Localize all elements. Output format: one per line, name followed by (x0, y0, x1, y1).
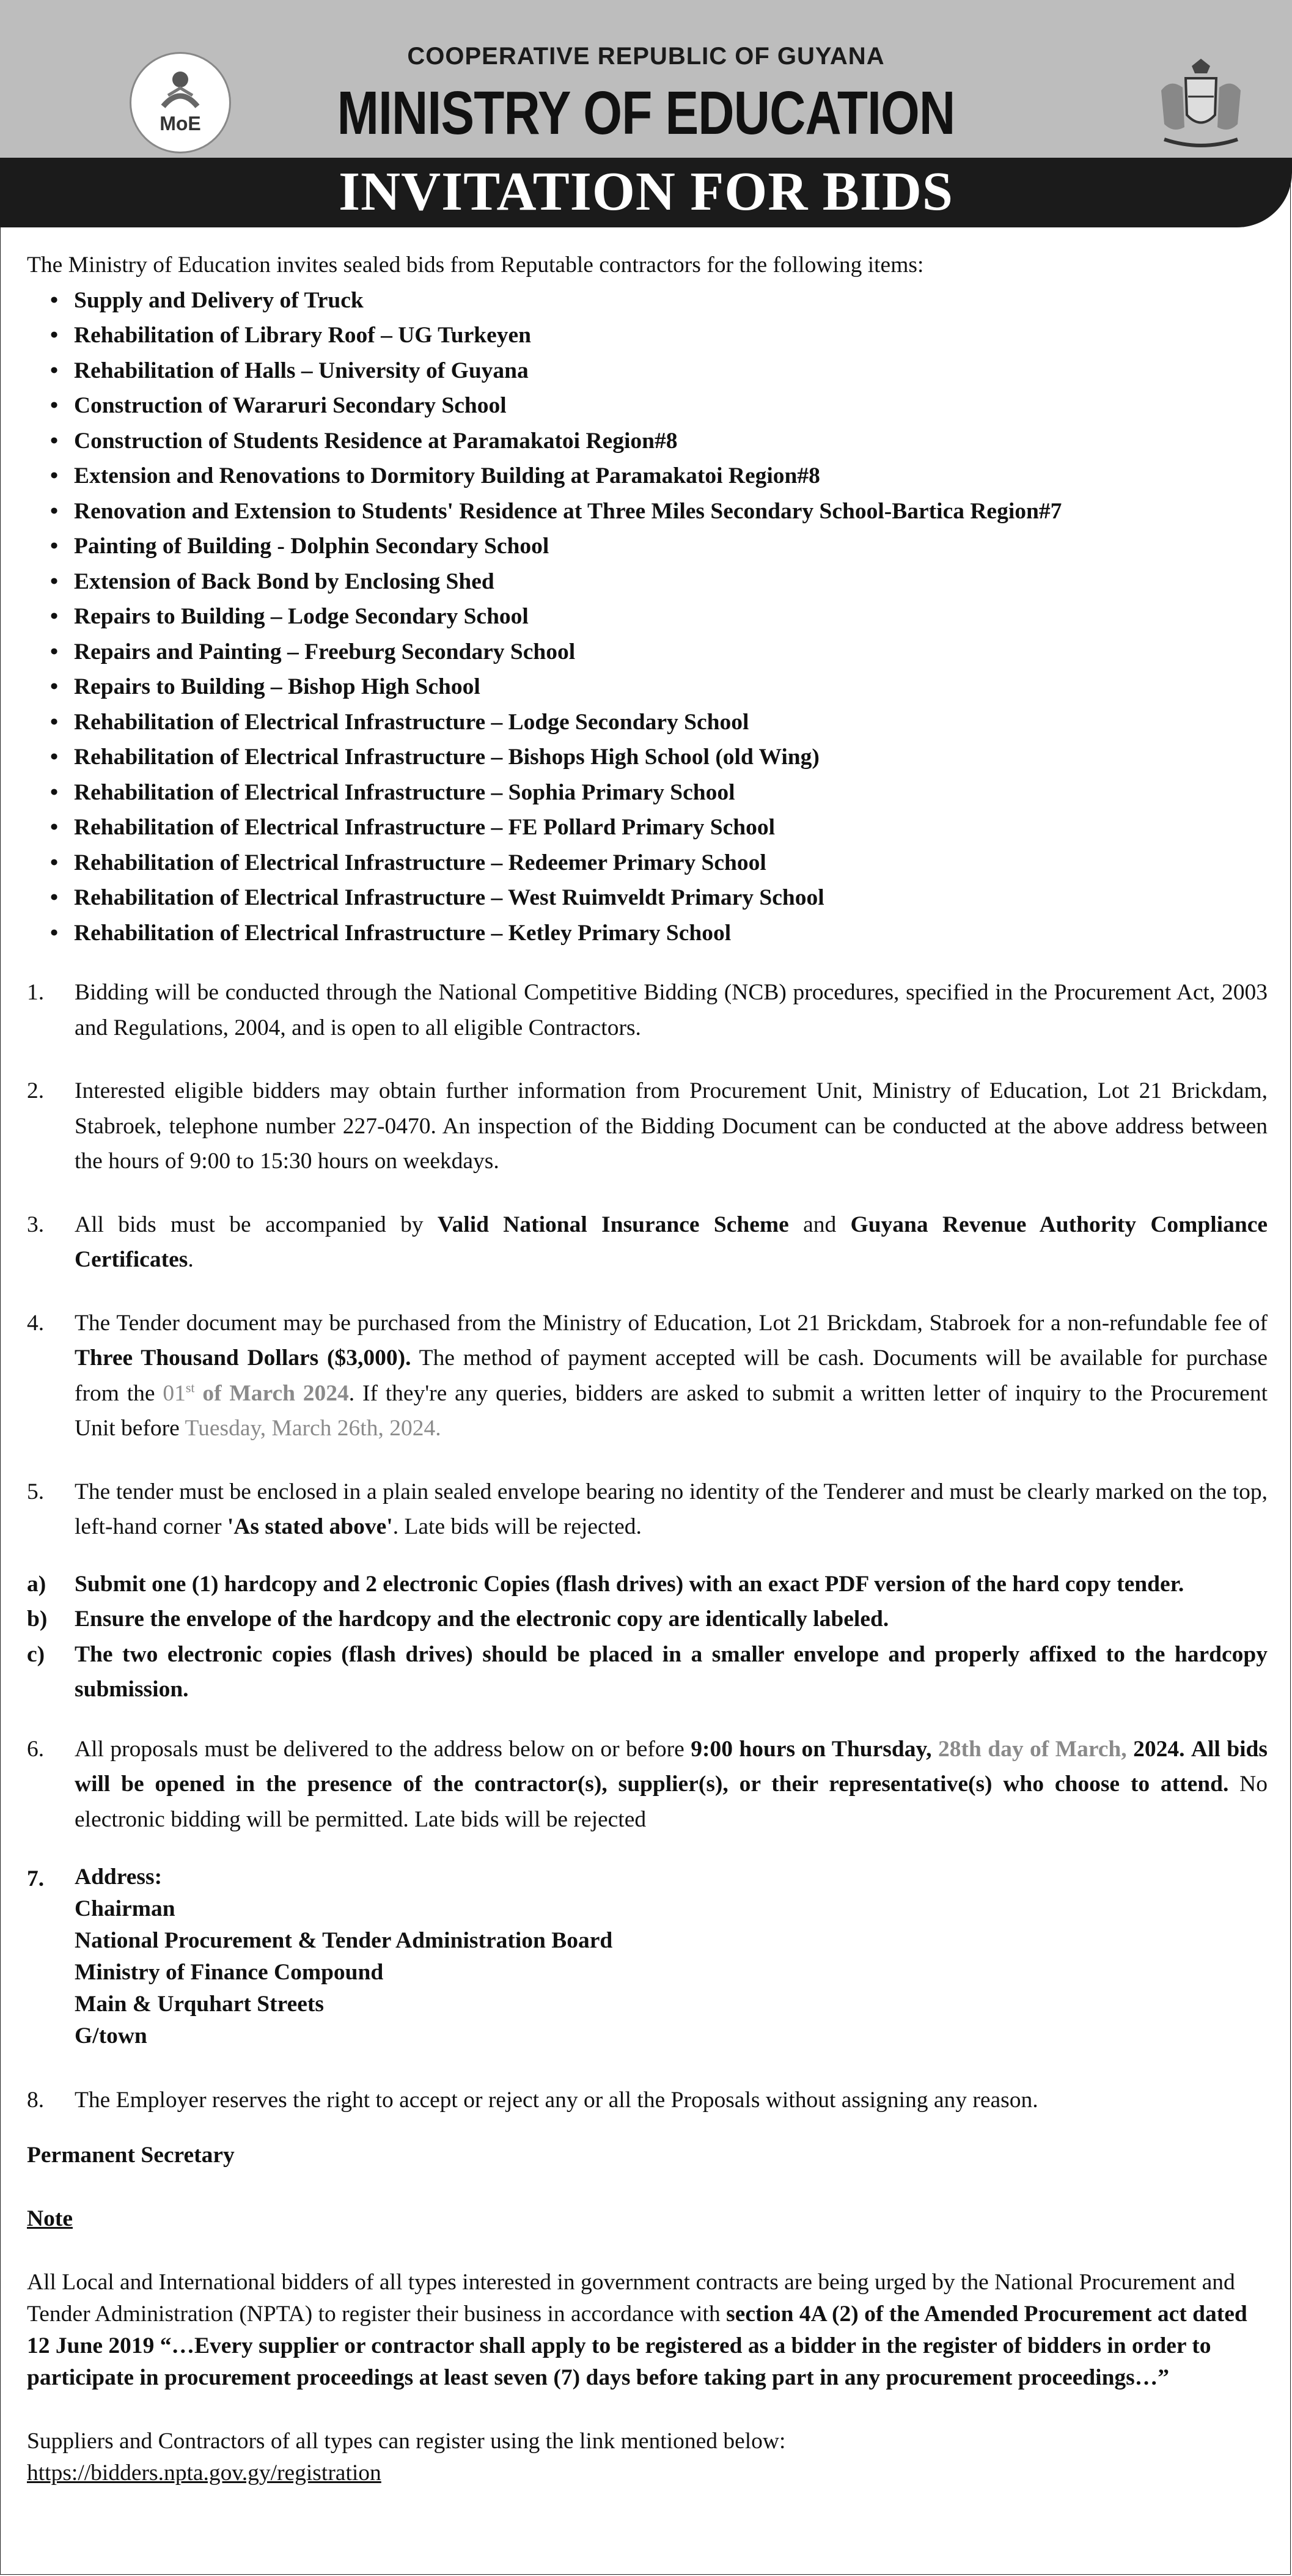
clause-3 (27, 1207, 1268, 1278)
list-item: • Rehabilitation of Electrical Infrastructure – Bishops High School (old Wing) (27, 740, 1268, 775)
ministry-name: MINISTRY OF EDUCATION (337, 79, 955, 147)
list-item: • Repairs and Painting – Freeburg Secondary School (27, 635, 1268, 670)
clause-number: 8. (27, 2088, 45, 2113)
clause-8 (27, 2083, 1268, 2118)
signature-title: Permanent Secretary (27, 2143, 235, 2168)
list-item: • Extension of Back Bond by Enclosing Shed (27, 564, 1268, 600)
submission-date: 28th day of March, (938, 1736, 1127, 1762)
header (0, 0, 1292, 227)
sub-clause-text: The two electronic copies (flash drives) should be placed in a smaller envelope and properly affixed to the hardcopy submission. (75, 1641, 1268, 1702)
clause-number: 3. (27, 1212, 45, 1237)
availability-date-suffix: st (185, 1380, 195, 1395)
list-item: • Repairs to Building – Bishop High School (27, 669, 1268, 705)
note-text (27, 2267, 1268, 2394)
list-item: • Rehabilitation of Electrical Infrastructure – Sophia Primary School (27, 775, 1268, 811)
registration-link[interactable]: https://bidders.npta.gov.gy/registration (27, 2460, 381, 2486)
document-body (27, 248, 1268, 2118)
address-line: Main & Urquhart Streets (75, 1992, 324, 2017)
list-item: • Rehabilitation of Halls – University of Guyana (27, 353, 1268, 389)
clause-text: The Employer reserves the right to accept or reject any or all the Proposals without assigning any reason. (75, 2088, 1038, 2113)
coat-of-arms-icon (1149, 54, 1253, 158)
sub-clause-label: c) (27, 1641, 45, 1667)
clause-text: No electronic bidding will be permitted. Late bids will be rejected (75, 1772, 1268, 1832)
clause-number: 5. (27, 1479, 45, 1504)
list-item: • Rehabilitation of Electrical Infrastructure – West Ruimveldt Primary School (27, 880, 1268, 916)
footer (27, 2140, 1268, 2489)
clause-1 (27, 975, 1268, 1045)
intro-text: The Ministry of Education invites sealed bids from Reputable contractors for the following items: (27, 252, 924, 278)
list-item: • Rehabilitation of Electrical Infrastructure – Lodge Secondary School (27, 705, 1268, 740)
list-item: • Painting of Building - Dolphin Secondary School (27, 529, 1268, 564)
address-line: Chairman (75, 1896, 175, 1921)
clause-text: . If they're any queries, bidders are asked to submit a written letter of inquiry to the Procurement Unit before (75, 1380, 1268, 1441)
clause-text: Interested eligible bidders may obtain further information from Procurement Unit, Ministry of Education, Lot 21 Brickdam, Stabroek, telephone number 227-0470. An inspection of the Bidding Document can be conducted at the above address between the hours of 9:00 to 15:30 hours on weekdays. (75, 1078, 1268, 1174)
submission-year: 2024. (1126, 1736, 1185, 1762)
bid-opening-text: All bids will be opened in the presence of the contractor(s), supplier(s), or their representative(s) who choose to attend. (75, 1736, 1268, 1797)
moe-logo-text: MoE (160, 112, 201, 134)
list-item: • Rehabilitation of Electrical Infrastructure – FE Pollard Primary School (27, 810, 1268, 845)
sub-clause-label: a) (27, 1571, 46, 1597)
list-item: • Rehabilitation of Library Roof – UG Turkeyen (27, 318, 1268, 353)
clause-number: 7. (27, 1866, 45, 1891)
gra-certificate: Guyana Revenue Authority Compliance Certificates (75, 1212, 1268, 1272)
clause-6 (27, 1732, 1268, 1838)
note-body: All Local and International bidders of all types interested in government contracts are being urged by the National Procurement and Tender Administration (NPTA) to register their business in accordance with (27, 2270, 1235, 2327)
sub-clause-text: Submit one (1) hardcopy and 2 electronic Copies (flash drives) with an exact PDF version of the hard copy tender. (75, 1571, 1184, 1597)
bid-items-list (27, 283, 1268, 951)
submission-time: 9:00 hours on Thursday, (691, 1736, 938, 1762)
address-line: National Procurement & Tender Administration Board (75, 1928, 613, 1953)
country-name: COOPERATIVE REPUBLIC OF GUYANA (407, 43, 885, 70)
clause-text: All proposals must be delivered to the address below on or before (75, 1736, 691, 1762)
availability-date: 01 (163, 1380, 186, 1406)
clause-4 (27, 1306, 1268, 1446)
clause-text: The tender must be enclosed in a plain sealed envelope bearing no identity of the Tenderer and must be clearly marked on the top, left-hand corner (75, 1479, 1268, 1539)
list-item: • Repairs to Building – Lodge Secondary School (27, 599, 1268, 635)
clause-number: 6. (27, 1736, 45, 1762)
document-title: INVITATION FOR BIDS (339, 161, 953, 222)
list-item: • Construction of Students Residence at Paramakatoi Region#8 (27, 424, 1268, 459)
inquiry-deadline: Tuesday, March 26th, 2024. (185, 1416, 441, 1441)
clause-number: 4. (27, 1310, 45, 1336)
clause-text: and (788, 1212, 851, 1237)
clause-5 (27, 1474, 1268, 1545)
note-heading: Note (27, 2206, 73, 2231)
clause-number: 2. (27, 1078, 45, 1103)
tender-fee: Three Thousand Dollars ($3,000). (75, 1345, 411, 1371)
clause-text: The Tender document may be purchased from the Ministry of Education, Lot 21 Brickdam, Stabroek for a non-refundable fee of (75, 1310, 1268, 1336)
register-text: Suppliers and Contractors of all types can register using the link mentioned below: (27, 2429, 786, 2454)
list-item: • Renovation and Extension to Students' Residence at Three Miles Secondary School-Bartica Region#7 (27, 494, 1268, 529)
list-item: • Rehabilitation of Electrical Infrastructure – Ketley Primary School (27, 916, 1268, 951)
sub-clause-c (27, 1637, 1268, 1707)
sub-clause-a (27, 1567, 1268, 1602)
note-legal-quote: section 4A (2) of the Amended Procurement act dated 12 June 2019 “…Every supplier or contractor shall apply to be registered as a bidder in the register of bidders in order to participate in procurement proceedings at least seven (7) days before taking part in any procurement proceedings…” (27, 2302, 1247, 2390)
marking-instruction: 'As stated above' (227, 1514, 393, 1539)
clause-text: . (188, 1247, 194, 1272)
address-block (27, 1861, 1268, 2052)
clause-text: The method of payment accepted will be cash. Documents will be available for purchase from the (75, 1345, 1268, 1406)
sub-clause-text: Ensure the envelope of the hardcopy and the electronic copy are identically labeled. (75, 1606, 889, 1632)
clause-text: Bidding will be conducted through the National Competitive Bidding (NCB) procedures, specified in the Procurement Act, 2003 and Regulations, 2004, and is open to all eligible Contractors. (75, 980, 1268, 1040)
address-heading: Address: (75, 1864, 163, 1890)
clause-number: 1. (27, 980, 45, 1005)
sub-clause-label: b) (27, 1606, 48, 1632)
nis-certificate: Valid National Insurance Scheme (437, 1212, 789, 1237)
address-line: Ministry of Finance Compound (75, 1960, 384, 1985)
list-item: • Supply and Delivery of Truck (27, 283, 1268, 318)
sub-clause-b (27, 1602, 1268, 1637)
address-line: G/town (75, 2023, 147, 2048)
clause-text: All bids must be accompanied by (75, 1212, 438, 1237)
clause-2 (27, 1073, 1268, 1179)
availability-month: of March 2024 (194, 1380, 349, 1406)
list-item: • Construction of Wararuri Secondary School (27, 388, 1268, 424)
clause-text: . Late bids will be rejected. (392, 1514, 642, 1539)
list-item: • Extension and Renovations to Dormitory Building at Paramakatoi Region#8 (27, 458, 1268, 494)
list-item: • Rehabilitation of Electrical Infrastructure – Redeemer Primary School (27, 845, 1268, 881)
